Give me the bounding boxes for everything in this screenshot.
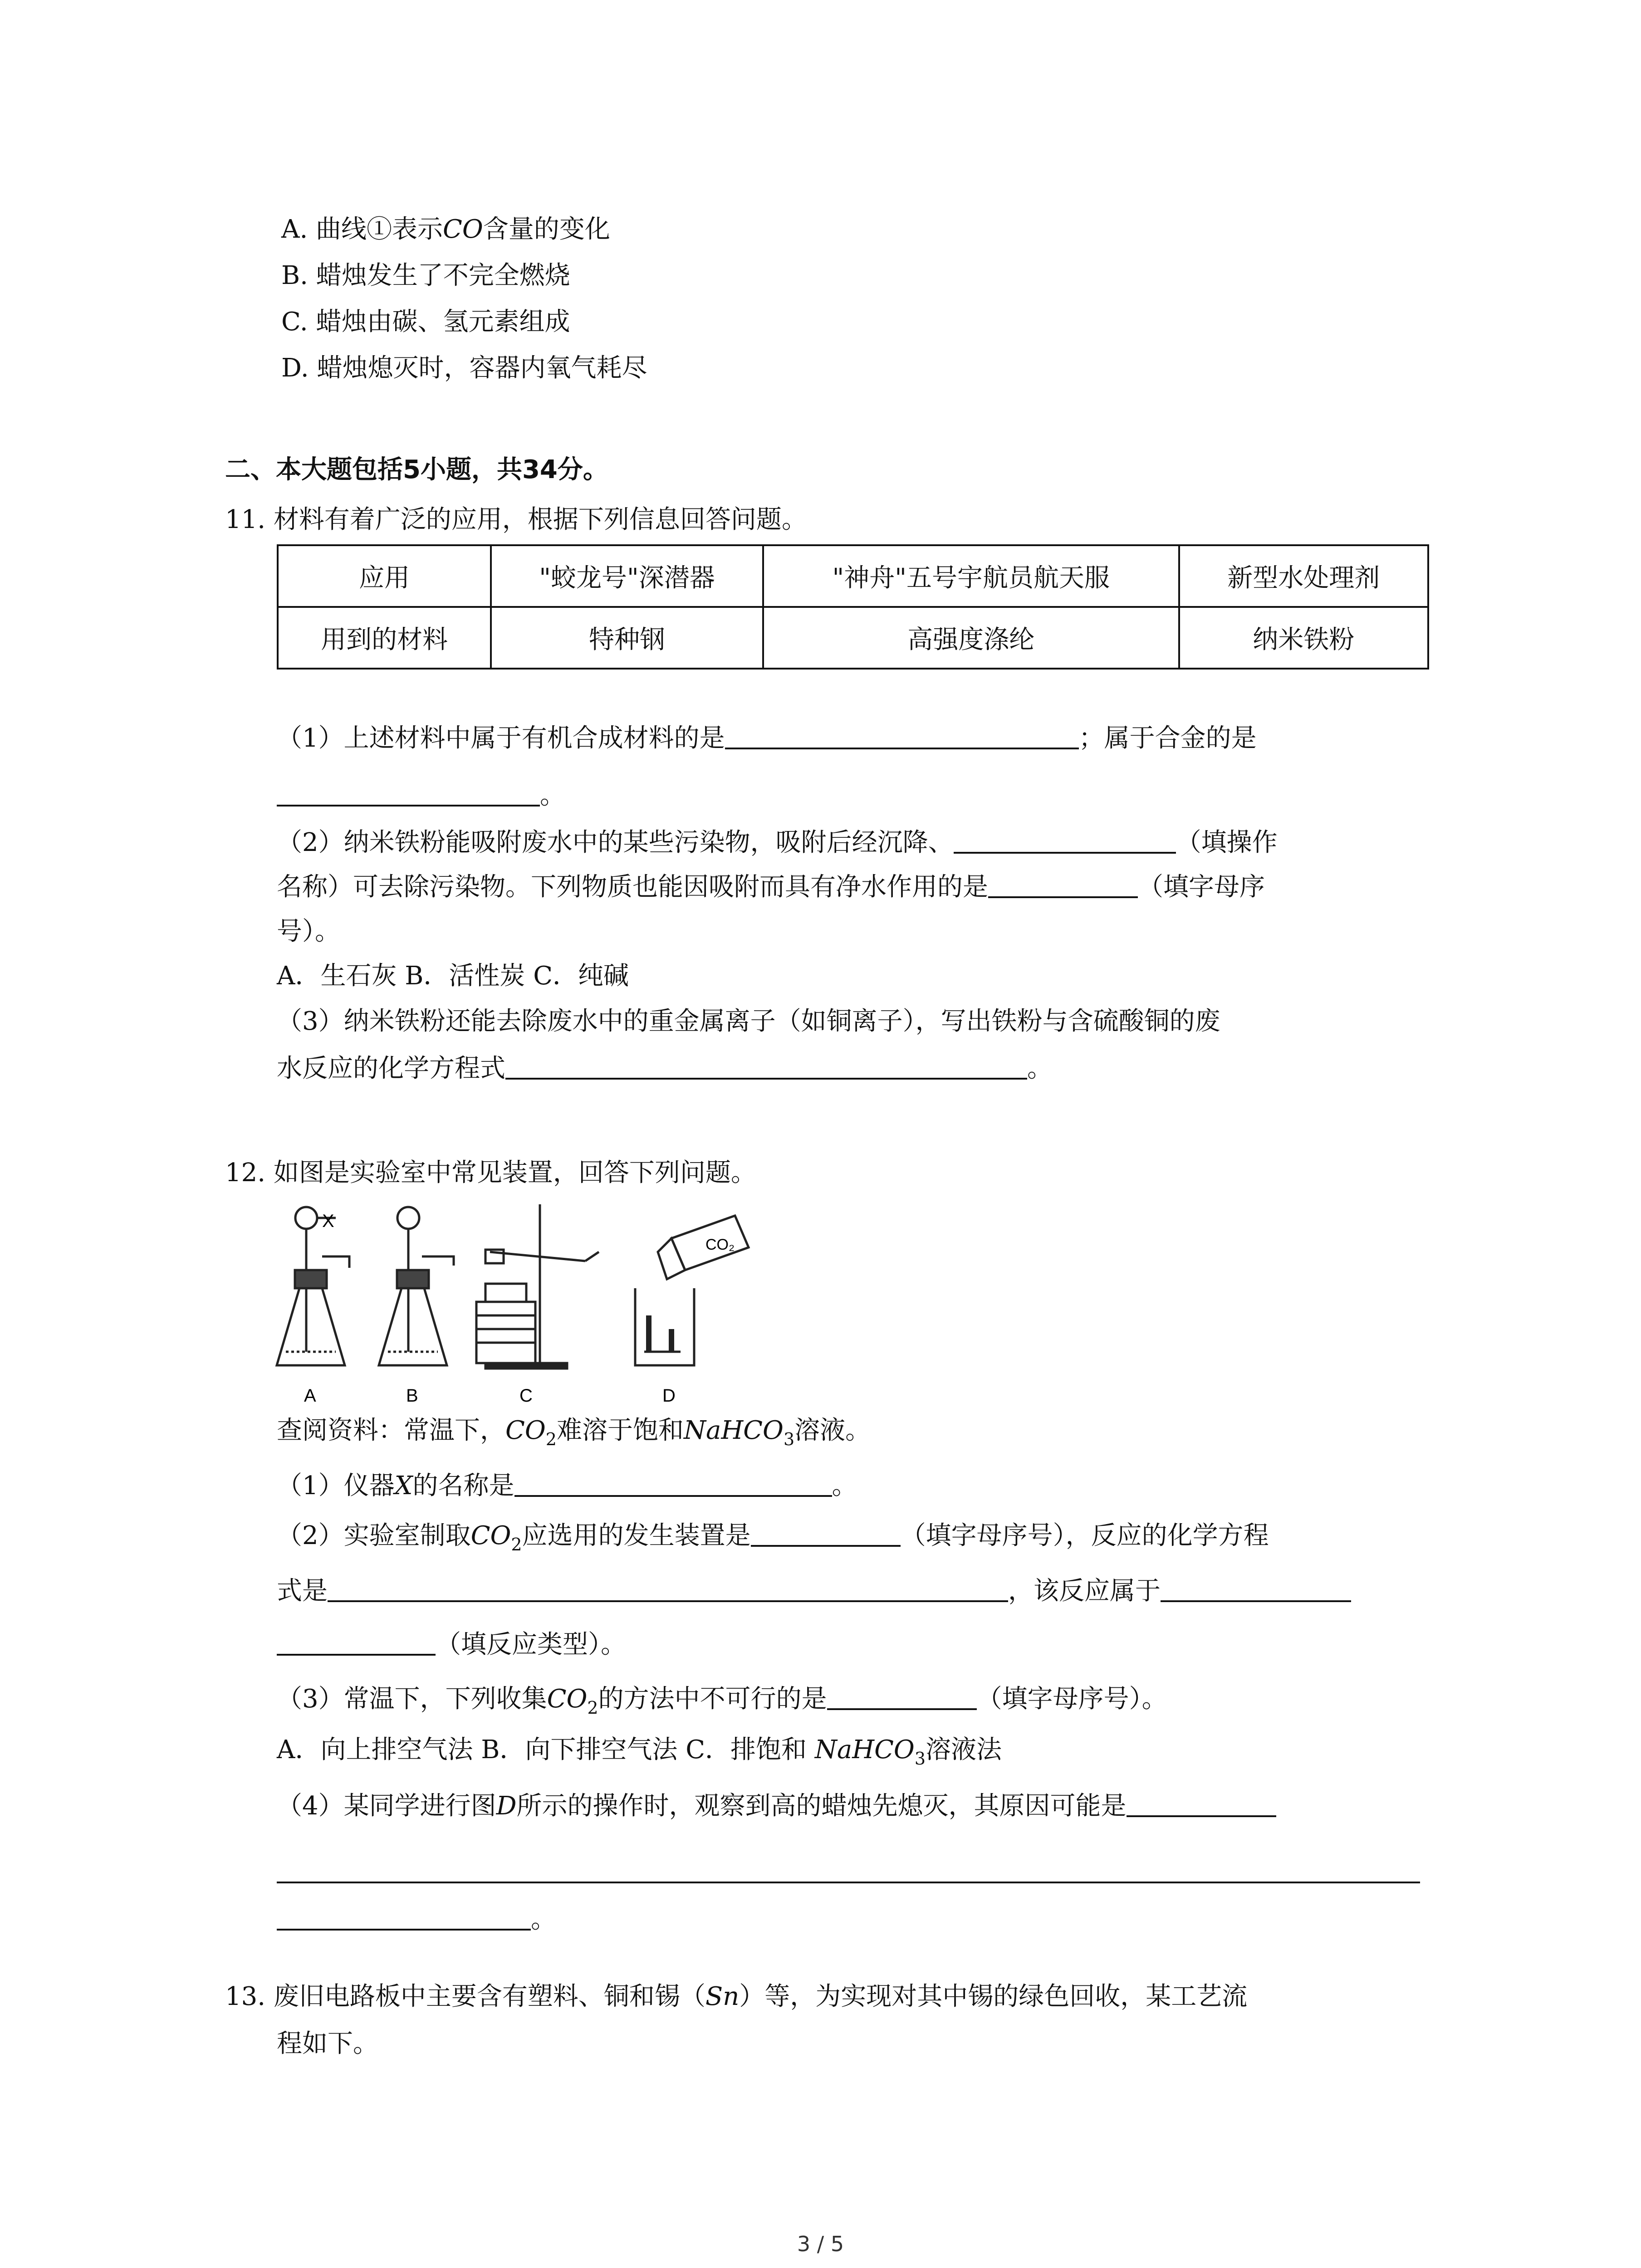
- option-b: B. 蜡烛发生了不完全燃烧: [281, 261, 570, 290]
- answer-blank[interactable]: [751, 1521, 901, 1547]
- q13-stem-text-b: ）等，为实现对其中锡的绿色回收，某工艺流: [739, 1982, 1248, 2011]
- answer-blank[interactable]: [988, 873, 1138, 898]
- answer-blank[interactable]: [954, 828, 1176, 854]
- materials-table: [277, 544, 1429, 670]
- answer-blank[interactable]: [1127, 1792, 1276, 1817]
- formula: NaHCO: [814, 1735, 915, 1765]
- apparatus-b: [379, 1207, 454, 1365]
- figure-label-co2: CO₂: [705, 1236, 735, 1253]
- q12-part2-line2: [277, 1575, 1351, 1608]
- table-cell: "蛟龙号"深潜器: [491, 545, 763, 607]
- punct: 。: [531, 1905, 556, 1934]
- q11-part2-text-c: 名称）可去除污染物。下列物质也能因吸附而具有净水作用的是: [277, 872, 988, 902]
- q11-part3-text: 水反应的化学方程式: [277, 1054, 505, 1083]
- q12-info-text-b: 难溶于饱和: [556, 1416, 684, 1445]
- q11-part2-text: （2）纳米铁粉能吸附废水中的某些污染物，吸附后经沉降、: [277, 828, 954, 857]
- answer-blank[interactable]: [827, 1685, 977, 1710]
- answer-blank[interactable]: [277, 1905, 531, 1931]
- q12-part4: [277, 1790, 1276, 1823]
- q12-part2-text-b: 应选用的发生装置是: [522, 1521, 751, 1550]
- q11-part1: [277, 722, 1257, 755]
- answer-blank[interactable]: [277, 781, 540, 807]
- figure-label-d: D: [662, 1386, 676, 1406]
- option-a: [281, 213, 610, 246]
- q11-part1-text: （1）上述材料中属于有机合成材料的是: [277, 723, 725, 753]
- option-a-formula: CO: [443, 215, 483, 244]
- q11-part1-text-b: ；属于合金的是: [1078, 723, 1257, 753]
- section-heading: 二、本大题包括5小题，共34分。: [225, 455, 608, 484]
- page-number: 3 / 5: [797, 2232, 844, 2256]
- q11-part1-cont: [277, 779, 565, 812]
- q12-part3-options: [277, 1734, 1002, 1775]
- formula: CO: [505, 1416, 546, 1445]
- answer-rule[interactable]: [277, 1882, 1420, 1883]
- option-c: C. 蜡烛由碳、氢元素组成: [281, 307, 570, 337]
- option-a-text-end: 含量的变化: [483, 215, 610, 244]
- q12-part2: [277, 1520, 1269, 1561]
- punct: 。: [540, 781, 565, 810]
- subscript: 2: [545, 1429, 557, 1449]
- subscript: 3: [914, 1749, 926, 1769]
- subscript: 3: [783, 1429, 795, 1449]
- table-row: [278, 545, 1428, 607]
- table-row: [278, 607, 1428, 669]
- formula: Sn: [705, 1982, 740, 2011]
- q12-part3-options-text-b: 溶液法: [926, 1735, 1002, 1765]
- q12-part2-line3: [277, 1628, 626, 1661]
- answer-blank[interactable]: [277, 1630, 436, 1656]
- q13-stem: [225, 1980, 1247, 2013]
- q12-part3: [277, 1683, 1167, 1724]
- option-d: D. 蜡烛熄灭时，容器内氧气耗尽: [281, 353, 647, 383]
- q12-part1-text: （1）仪器: [277, 1471, 395, 1501]
- figure-label-a: A: [304, 1386, 316, 1406]
- q12-stem: 12. 如图是实验室中常见装置，回答下列问题。: [225, 1158, 756, 1188]
- table-cell: 新型水处理剂: [1179, 545, 1428, 607]
- q12-part3-text-b: 的方法中不可行的是: [598, 1684, 827, 1714]
- figure-label-x: X: [322, 1211, 334, 1231]
- answer-blank[interactable]: [725, 724, 1079, 749]
- q12-part4-text: （4）某同学进行图: [277, 1791, 496, 1821]
- answer-blank[interactable]: [1161, 1577, 1351, 1602]
- q12-part4-text-b: 所示的操作时，观察到高的蜡烛先熄灭，其原因可能是: [516, 1791, 1127, 1821]
- table-cell: "神舟"五号宇航员航天服: [763, 545, 1179, 607]
- q11-stem: 11. 材料有着广泛的应用，根据下列信息回答问题。: [225, 505, 807, 534]
- table-cell: 特种钢: [491, 607, 763, 669]
- q11-part3: （3）纳米铁粉还能去除废水中的重金属离子（如铜离子），写出铁粉与含硫酸铜的废: [277, 1007, 1220, 1036]
- q11-part2-options: A．生石灰 B．活性炭 C．纯碱: [277, 961, 629, 991]
- answer-blank[interactable]: [505, 1054, 1027, 1080]
- formula: D: [496, 1791, 517, 1821]
- q12-info: [277, 1414, 871, 1456]
- q12-part4-cont: [277, 1903, 556, 1936]
- answer-blank[interactable]: [514, 1471, 832, 1497]
- q12-part3-text-c: （填字母序号）。: [976, 1684, 1167, 1714]
- punct: 。: [1027, 1054, 1053, 1083]
- q12-part1-text-b: 的名称是: [412, 1471, 514, 1501]
- subscript: 2: [511, 1535, 522, 1554]
- q12-part2-text-c: （填字母序号），反应的化学方程: [900, 1521, 1269, 1550]
- formula: NaHCO: [683, 1416, 784, 1445]
- q12-part2-text: （2）实验室制取: [277, 1521, 471, 1550]
- q13-stem-line2: 程如下。: [277, 2029, 378, 2058]
- table-cell: 高强度涤纶: [763, 607, 1179, 669]
- q11-part2-line2: [277, 871, 1265, 904]
- figure-label-c: C: [519, 1386, 533, 1406]
- table-cell: 纳米铁粉: [1179, 607, 1428, 669]
- q12-part2-text-e: ，该反应属于: [1008, 1576, 1161, 1606]
- q11-part2: [277, 826, 1278, 859]
- table-cell: 应用: [278, 545, 491, 607]
- q12-part3-text: （3）常温下，下列收集: [277, 1684, 547, 1714]
- q11-part2-text-d: （填字母序: [1138, 872, 1265, 902]
- formula: CO: [547, 1684, 588, 1714]
- q12-part1: [277, 1470, 857, 1502]
- apparatus-a: [277, 1207, 349, 1365]
- q12-part2-text-f: （填反应类型）。: [436, 1630, 626, 1659]
- subscript: 2: [587, 1698, 598, 1718]
- figure-label-b: B: [406, 1386, 418, 1406]
- table-cell: 用到的材料: [278, 607, 491, 669]
- q11-part2-line3: 号）。: [277, 917, 340, 946]
- apparatus-figure: [272, 1202, 862, 1411]
- q12-info-text: 查阅资料：常温下，: [277, 1416, 505, 1445]
- q11-part3-line2: [277, 1052, 1053, 1085]
- q12-info-text-c: 溶液。: [794, 1416, 871, 1445]
- q11-part2-text-b: （填操作: [1176, 828, 1278, 857]
- q12-part3-options-text: A．向上排空气法 B．向下排空气法 C．排饱和: [277, 1735, 815, 1765]
- punct: 。: [832, 1471, 857, 1501]
- option-a-text: A. 曲线①表示: [281, 215, 443, 244]
- formula: X: [394, 1471, 413, 1501]
- q12-part2-text-d: 式是: [277, 1576, 328, 1606]
- apparatus-c: [476, 1204, 599, 1369]
- answer-blank[interactable]: [328, 1577, 1008, 1602]
- formula: CO: [470, 1521, 511, 1550]
- q13-stem-text: 13. 废旧电路板中主要含有塑料、铜和锡（: [225, 1982, 705, 2011]
